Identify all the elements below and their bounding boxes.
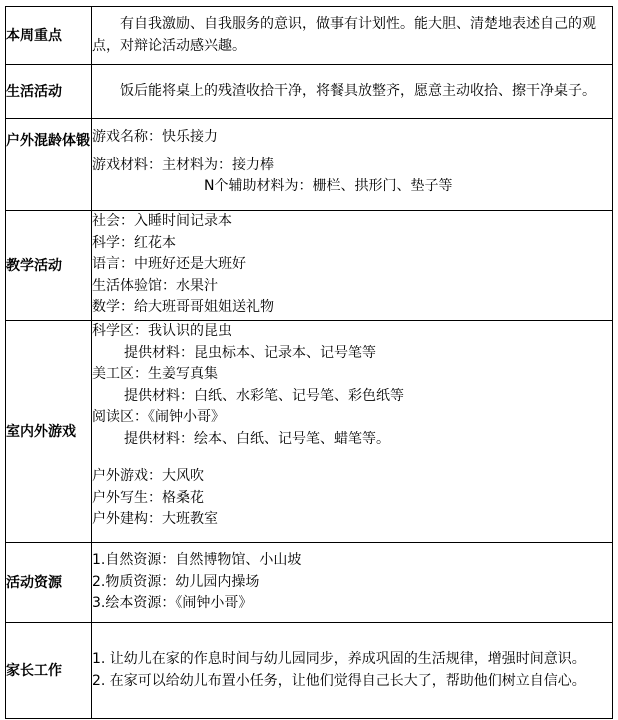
- game-material: 游戏材料：主材料为：接力棒: [92, 156, 274, 173]
- teaching-item: 社会：入睡时间记录本: [92, 213, 232, 229]
- teaching-item: 科学：红花本: [92, 234, 176, 251]
- resource-item: 2.物质资源：幼儿园内操场: [92, 573, 260, 590]
- label-games: 室内外游戏: [6, 321, 92, 543]
- science-material: 提供材料：昆虫标本、记录本、记号笔等: [124, 344, 376, 361]
- label-parents: 家长工作: [6, 623, 92, 719]
- row-teaching: [6, 211, 613, 321]
- row-outdoor: [6, 119, 613, 211]
- resource-item: 1.自然资源：自然博物馆、小山坡: [92, 552, 302, 569]
- label-outdoor: 户外混龄体锻: [6, 119, 92, 211]
- label-focus: 本周重点: [6, 7, 92, 65]
- focus-text: 有自我激励、自我服务的意识，做事有计划性。能大胆、清楚地表述自己的观点，对辩论活动感兴趣。: [92, 16, 596, 54]
- weekly-plan-table: [5, 6, 613, 719]
- parent-item: 2. 在家可以给幼儿布置小任务，让他们觉得自己长大了，帮助他们树立自信心。: [92, 672, 586, 689]
- label-life: 生活活动: [6, 65, 92, 119]
- teaching-item: 数学：给大班哥哥姐姐送礼物: [92, 299, 274, 315]
- science-area: 科学区：我认识的昆虫: [92, 323, 232, 339]
- reading-area: 阅读区：《闹钟小哥》: [92, 409, 225, 425]
- label-resources: 活动资源: [6, 543, 92, 623]
- resource-item: 3.绘本资源：《闹钟小哥》: [92, 595, 253, 612]
- content-games: [92, 321, 613, 543]
- content-focus: [92, 7, 613, 65]
- outdoor-sketch: 户外写生：格桑花: [92, 489, 204, 506]
- row-resources: [6, 543, 613, 623]
- content-outdoor: [92, 119, 613, 211]
- outdoor-game: 户外游戏：大风吹: [92, 468, 204, 484]
- aux-material: N个辅助材料为：栅栏、拱形门、垫子等: [204, 178, 453, 194]
- content-life: [92, 65, 613, 119]
- row-parents: [6, 623, 613, 719]
- reading-material: 提供材料：绘本、白纸、记号笔、蜡笔等。: [124, 430, 390, 447]
- content-parents: [92, 623, 613, 719]
- parent-item: 1. 让幼儿在家的作息时间与幼儿园同步，养成巩固的生活规律，增强时间意识。: [92, 651, 586, 667]
- game-name: 游戏名称：快乐接力: [92, 129, 218, 145]
- life-text: 饭后能将桌上的残渣收拾干净，将餐具放整齐，愿意主动收拾、擦干净桌子。: [120, 82, 596, 99]
- outdoor-build: 户外建构：大班教室: [92, 511, 218, 527]
- row-focus: [6, 7, 613, 65]
- spacer: [92, 450, 612, 466]
- row-games: [6, 321, 613, 543]
- content-teaching: [92, 211, 613, 321]
- art-area: 美工区：生姜写真集: [92, 366, 218, 382]
- teaching-item: 生活体验馆：水果汁: [92, 277, 218, 294]
- art-material: 提供材料：白纸、水彩笔、记号笔、彩色纸等: [124, 387, 404, 404]
- label-teaching: 教学活动: [6, 211, 92, 321]
- teaching-item: 语言：中班好还是大班好: [92, 256, 246, 272]
- content-resources: [92, 543, 613, 623]
- row-life: [6, 65, 613, 119]
